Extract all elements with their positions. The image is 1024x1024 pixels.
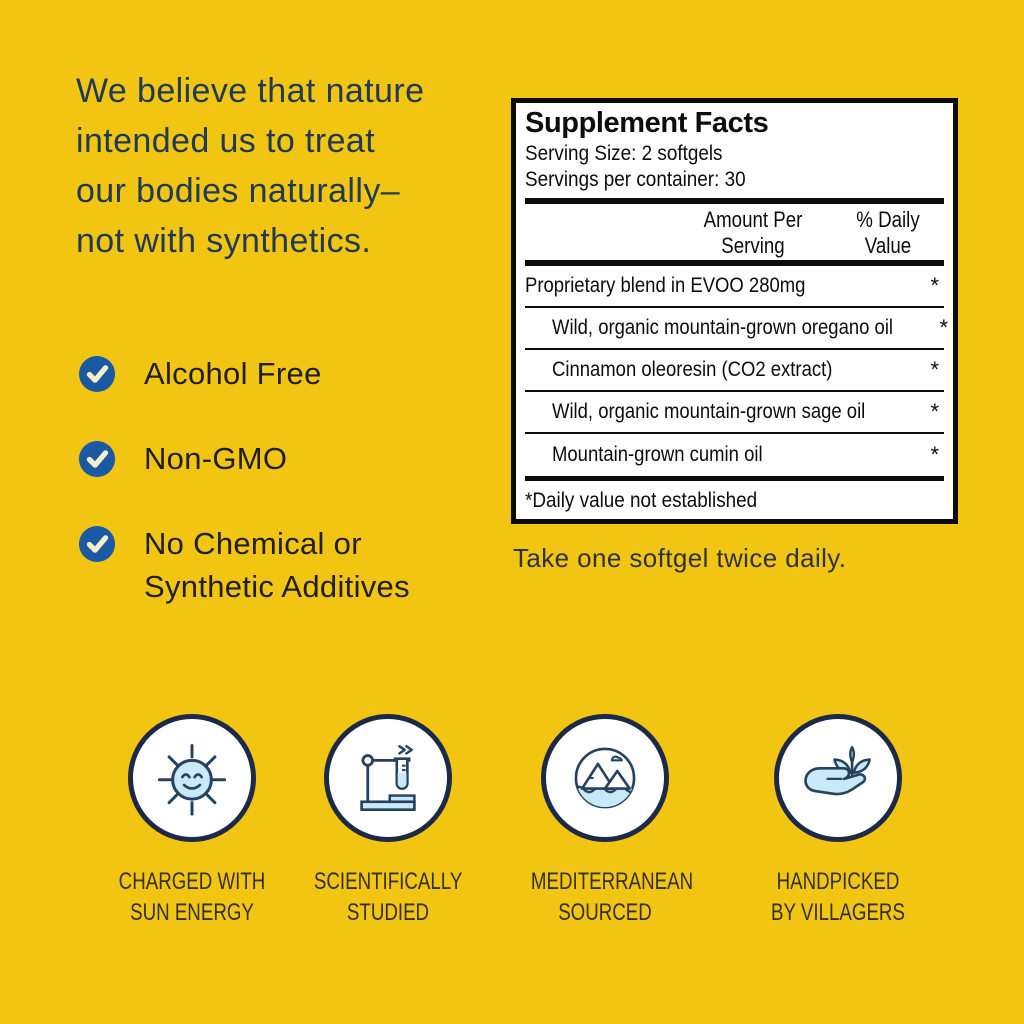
ingredient-row: [525, 392, 944, 434]
ingredient-name: Mountain-grown cumin oil: [552, 443, 763, 466]
ingredient-name: Wild, organic mountain-grown sage oil: [552, 400, 866, 423]
amount-per-serving-header: Amount Per Serving: [703, 207, 803, 258]
ingredient-daily-value: *: [930, 273, 939, 298]
check-circle-icon: [78, 440, 116, 478]
check-circle-icon: [78, 525, 116, 563]
ingredient-name: Wild, organic mountain-grown oregano oil: [552, 316, 894, 339]
benefit-list: [78, 352, 498, 650]
feature-label: SCIENTIFICALLY STUDIED: [313, 868, 463, 926]
benefit-label: No Chemical or Synthetic Additives: [144, 526, 410, 604]
ingredient-daily-value: *: [930, 399, 939, 424]
feature-mediterranean-sourced: [510, 714, 700, 928]
test-tube-icon: [344, 734, 432, 822]
badge-circle: [324, 714, 452, 842]
headline-line: intended us to treat: [76, 122, 376, 160]
sun-icon: [148, 734, 236, 822]
badge-circle: [774, 714, 902, 842]
brand-belief-headline: [76, 66, 516, 266]
benefit-item-alcohol-free: [78, 352, 498, 395]
badge-circle: [541, 714, 669, 842]
servings-per-container: Servings per container: 30: [525, 168, 746, 191]
supplement-facts-panel: [511, 98, 958, 524]
headline-line: We believe that nature: [76, 72, 425, 110]
feature-label: MEDITERRANEAN SOURCED: [530, 868, 694, 926]
headline-line: our bodies naturally–: [76, 172, 401, 210]
feature-sun-energy: [97, 714, 287, 928]
headline-line: not with synthetics.: [76, 222, 372, 260]
feature-handpicked-by-villagers: [743, 714, 933, 928]
serving-size: Serving Size: 2 softgels: [525, 142, 723, 165]
ingredient-name: Proprietary blend in EVOO 280mg: [525, 274, 806, 297]
ingredient-daily-value: *: [930, 442, 939, 467]
feature-label: HANDPICKED BY VILLAGERS: [771, 868, 905, 926]
ingredient-row: [525, 434, 944, 476]
mountains-icon: [561, 734, 649, 822]
dosage-instruction: Take one softgel twice daily.: [513, 543, 847, 573]
hand-plant-icon: [794, 734, 882, 822]
benefit-item-non-gmo: [78, 437, 498, 480]
feature-scientifically-studied: [293, 714, 483, 928]
ingredient-daily-value: *: [939, 315, 949, 340]
ingredient-name: Cinnamon oleoresin (CO2 extract): [552, 358, 833, 381]
ingredient-daily-value: *: [930, 357, 939, 382]
daily-value-footnote: *Daily value not established: [525, 489, 758, 512]
benefit-item-no-additives: [78, 522, 498, 608]
feature-label: CHARGED WITH SUN ENERGY: [118, 868, 266, 926]
ingredient-row: [525, 308, 949, 350]
ingredient-row: [525, 266, 944, 308]
check-circle-icon: [78, 355, 116, 393]
benefit-label: Non-GMO: [144, 441, 288, 476]
supplement-facts-title: Supplement Facts: [525, 107, 769, 139]
daily-value-header: % Daily Value: [856, 207, 920, 258]
benefit-label: Alcohol Free: [144, 356, 322, 391]
facts-column-headers: [525, 204, 944, 260]
badge-circle: [128, 714, 256, 842]
ingredient-row: [525, 350, 944, 392]
